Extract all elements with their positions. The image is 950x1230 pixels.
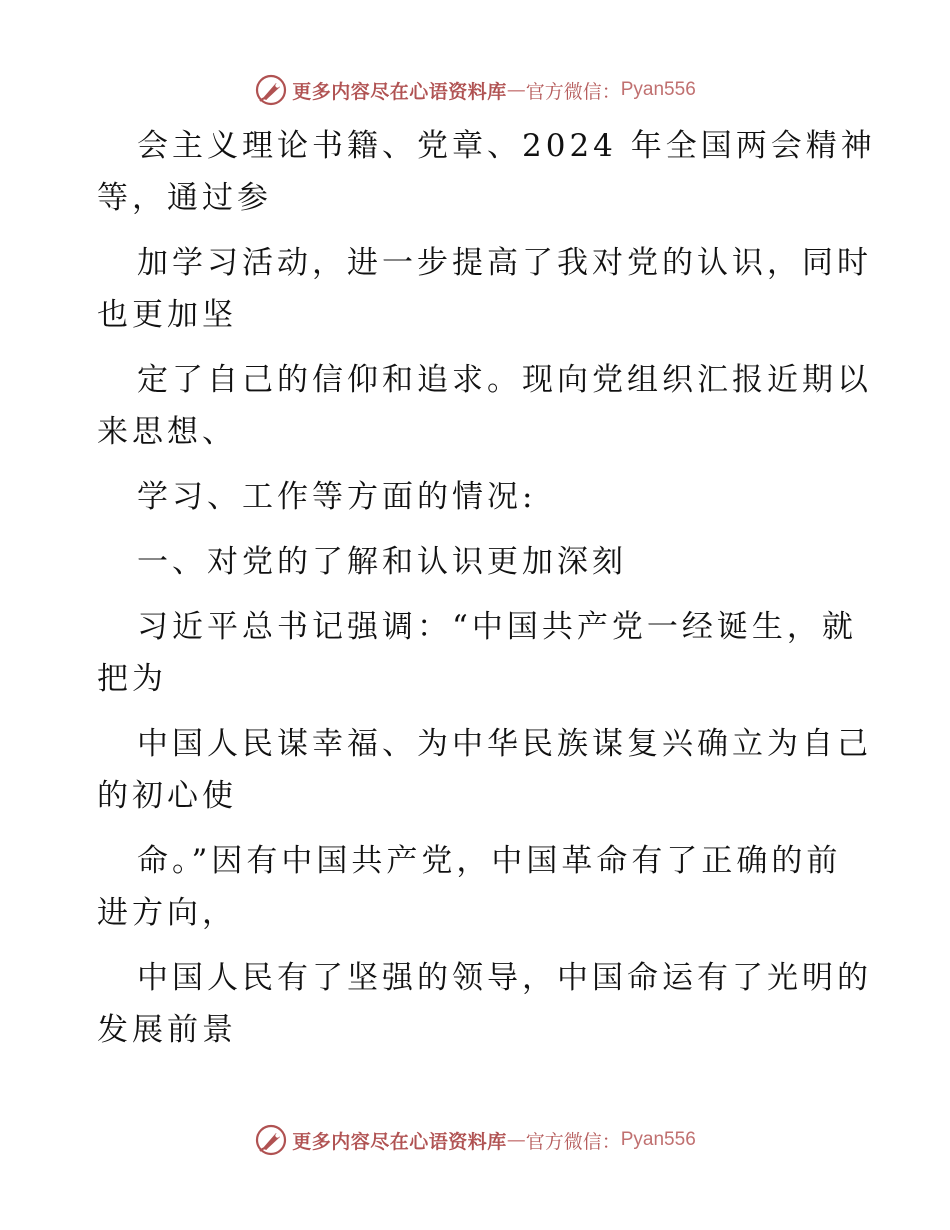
banner-wechat-label: 官方微信： (525, 1130, 621, 1153)
body-line: 中国人民谋幸福、为中华民族谋复兴确立为自己 (137, 726, 872, 762)
header-banner (0, 70, 950, 110)
document-body (97, 126, 876, 1050)
banner-dash: — (506, 1129, 526, 1151)
body-line: 把为 (97, 661, 167, 697)
body-line: 定了自己的信仰和追求。现向党组织汇报近期以 (137, 362, 872, 398)
body-line: 命。”因有中国共产党，中国革命有了正确的前 (137, 843, 842, 879)
body-line: 也更加坚 (97, 297, 237, 333)
banner-wechat-label: 官方微信： (525, 80, 621, 103)
body-line: 加学习活动，进一步提高了我对党的认识，同时 (137, 245, 872, 281)
banner-dash: — (506, 79, 526, 101)
pen-nib-logo-icon (254, 1123, 288, 1157)
banner-wechat-id: Pyan556 (620, 1129, 696, 1150)
body-line: 来思想、 (97, 414, 237, 450)
body-line: 中国人民有了坚强的领导，中国命运有了光明的 (137, 960, 872, 996)
body-line: 会主义理论书籍、党章、2024 年全国两会精神 (137, 128, 876, 164)
banner-title: 更多内容尽在心语资料库 (292, 80, 507, 103)
banner-wechat-id: Pyan556 (620, 79, 696, 100)
section-heading: 一、对党的了解和认识更加深刻 (137, 544, 627, 580)
body-line: 等，通过参 (97, 180, 272, 216)
body-line: 习近平总书记强调：“中国共产党一经诞生，就 (137, 609, 857, 645)
body-line: 发展前景 (97, 1012, 237, 1048)
body-line: 学习、工作等方面的情况: (137, 479, 537, 515)
banner-title: 更多内容尽在心语资料库 (292, 1130, 507, 1153)
footer-banner (0, 1120, 950, 1160)
body-line: 进方向， (97, 895, 237, 931)
pen-nib-logo-icon (254, 73, 288, 107)
body-line: 的初心使 (97, 778, 237, 814)
